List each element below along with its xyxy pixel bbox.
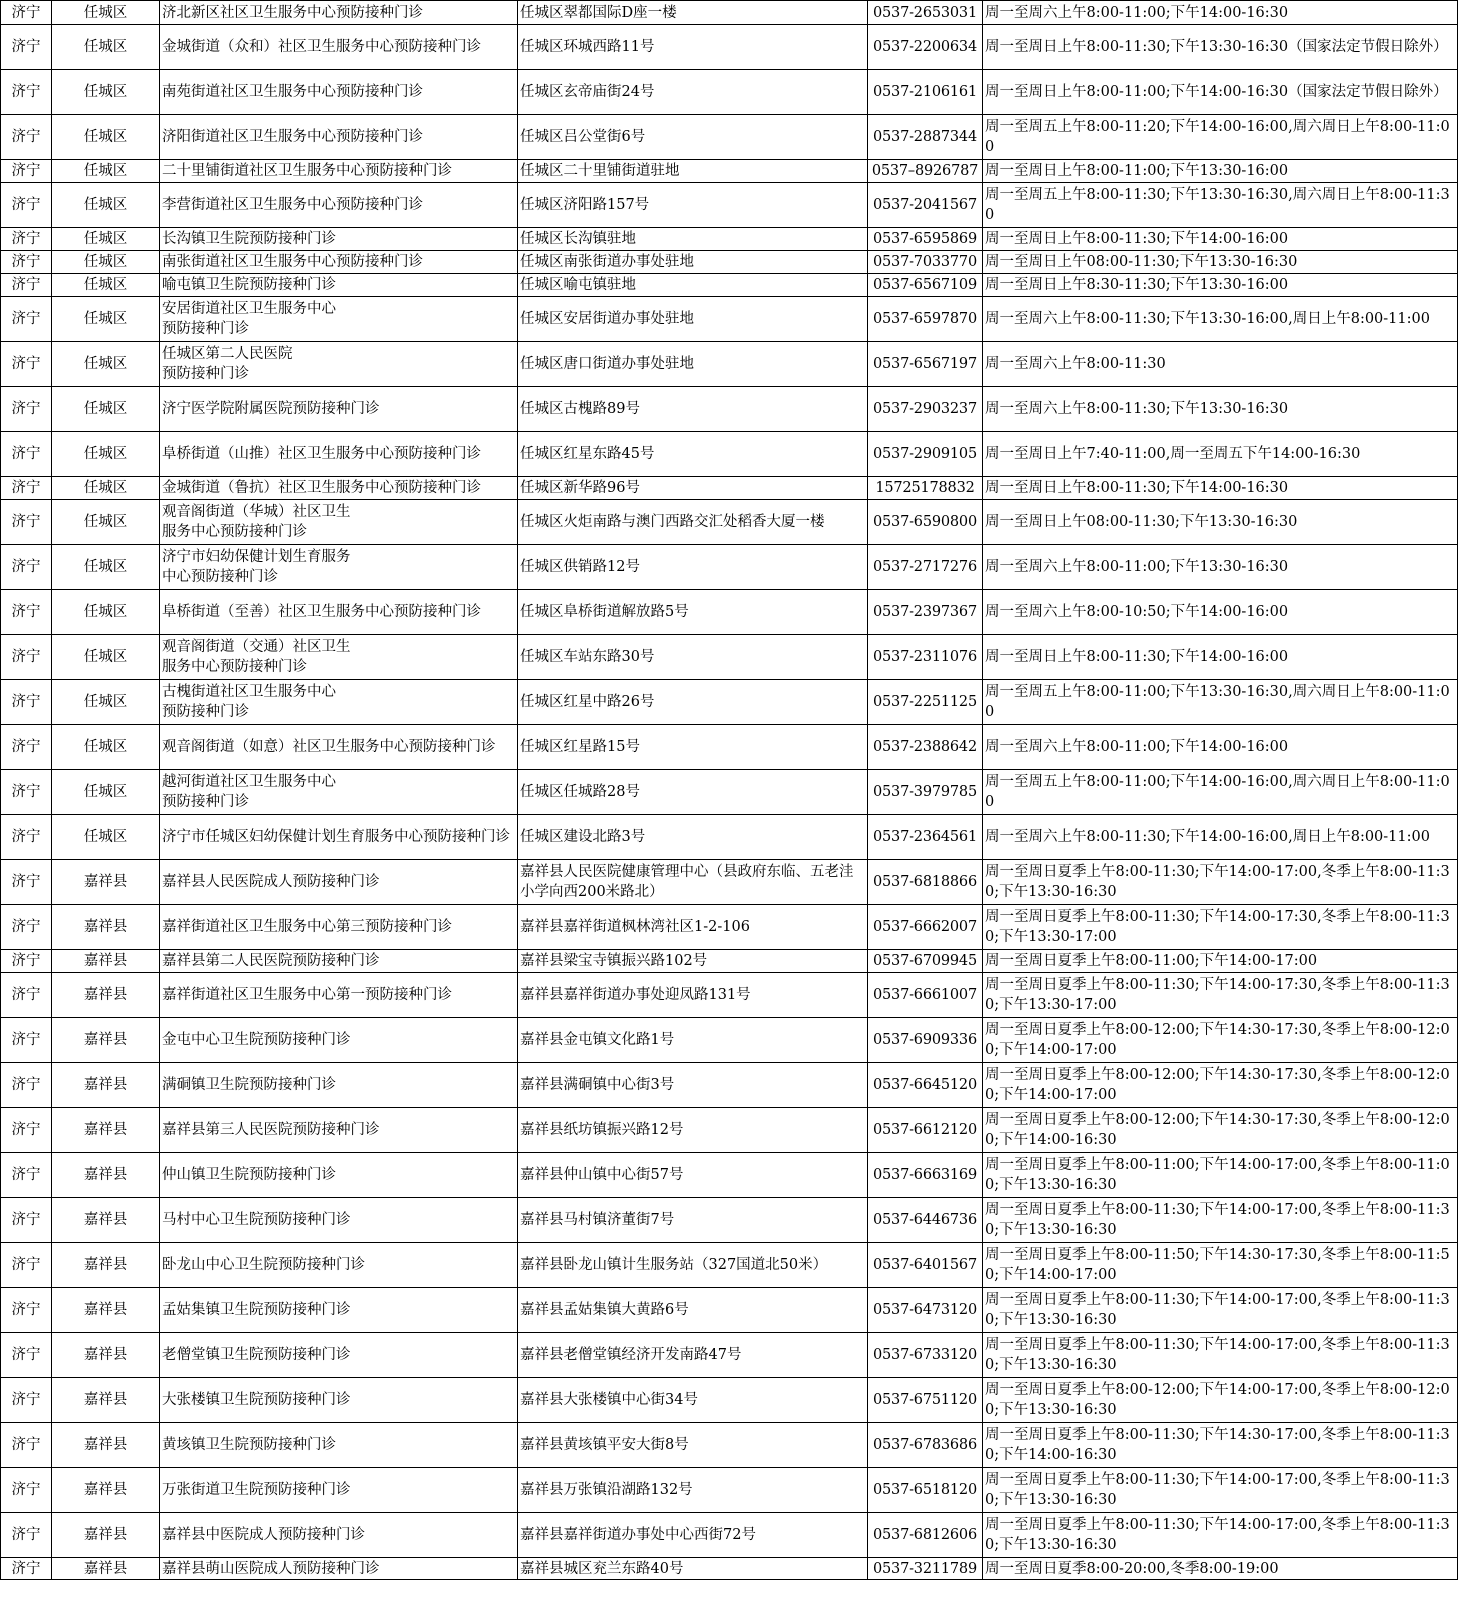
clinic-name-cell: 嘉祥县第三人民医院预防接种门诊 bbox=[160, 1108, 518, 1153]
city-cell: 济宁 bbox=[1, 1423, 52, 1468]
city-cell: 济宁 bbox=[1, 274, 52, 297]
hours-cell: 周一至周日夏季上午8:00-11:30;下午14:00-17:00,冬季上午8:00-11:30;下午13:30-16:30 bbox=[983, 1333, 1458, 1378]
hours-cell: 周一至周日夏季上午8:00-11:30;下午14:00-17:30,冬季上午8:00-11:30;下午13:30-17:00 bbox=[983, 973, 1458, 1018]
district-cell: 任城区 bbox=[52, 815, 160, 860]
table-row bbox=[1, 477, 1458, 500]
clinic-name-cell: 越河街道社区卫生服务中心 预防接种门诊 bbox=[160, 770, 518, 815]
address-cell: 任城区红星中路26号 bbox=[518, 680, 868, 725]
city-cell: 济宁 bbox=[1, 1513, 52, 1558]
city-cell: 济宁 bbox=[1, 1018, 52, 1063]
hours-cell: 周一至周日上午08:00-11:30;下午13:30-16:30 bbox=[983, 251, 1458, 274]
table-row bbox=[1, 1468, 1458, 1513]
phone-cell: 0537-6612120 bbox=[868, 1108, 983, 1153]
table-row bbox=[1, 432, 1458, 477]
clinic-name-cell: 嘉祥县萌山医院成人预防接种门诊 bbox=[160, 1558, 518, 1580]
address-cell: 任城区车站东路30号 bbox=[518, 635, 868, 680]
table-row bbox=[1, 545, 1458, 590]
address-cell: 嘉祥县嘉祥街道办事处中心西街72号 bbox=[518, 1513, 868, 1558]
address-cell: 嘉祥县仲山镇中心街57号 bbox=[518, 1153, 868, 1198]
clinic-name-cell: 嘉祥县中医院成人预防接种门诊 bbox=[160, 1513, 518, 1558]
hours-cell: 周一至周日上午8:00-11:30;下午14:00-16:30 bbox=[983, 477, 1458, 500]
city-cell: 济宁 bbox=[1, 1153, 52, 1198]
clinic-name-cell: 老僧堂镇卫生院预防接种门诊 bbox=[160, 1333, 518, 1378]
table-row bbox=[1, 905, 1458, 950]
hours-cell: 周一至周日夏季上午8:00-11:30;下午14:00-17:00,冬季上午8:00-11:30;下午13:30-16:30 bbox=[983, 1288, 1458, 1333]
city-cell: 济宁 bbox=[1, 25, 52, 70]
district-cell: 嘉祥县 bbox=[52, 973, 160, 1018]
hours-cell: 周一至周六上午8:00-11:30;下午14:00-16:00,周日上午8:00-11:00 bbox=[983, 815, 1458, 860]
phone-cell: 0537-6661007 bbox=[868, 973, 983, 1018]
city-cell: 济宁 bbox=[1, 545, 52, 590]
phone-cell: 0537-2200634 bbox=[868, 25, 983, 70]
table-row bbox=[1, 815, 1458, 860]
hours-cell: 周一至周日夏季上午8:00-11:30;下午14:00-17:30,冬季上午8:00-11:30;下午13:30-17:00 bbox=[983, 905, 1458, 950]
clinic-name-cell: 二十里铺街道社区卫生服务中心预防接种门诊 bbox=[160, 160, 518, 183]
district-cell: 任城区 bbox=[52, 500, 160, 545]
table-row bbox=[1, 25, 1458, 70]
phone-cell: 0537-2887344 bbox=[868, 115, 983, 160]
hours-cell: 周一至周日夏季上午8:00-11:50;下午14:30-17:30,冬季上午8:00-11:50;下午14:00-17:00 bbox=[983, 1243, 1458, 1288]
district-cell: 任城区 bbox=[52, 590, 160, 635]
district-cell: 嘉祥县 bbox=[52, 1153, 160, 1198]
district-cell: 任城区 bbox=[52, 25, 160, 70]
phone-cell: 0537-2311076 bbox=[868, 635, 983, 680]
clinic-name-cell: 长沟镇卫生院预防接种门诊 bbox=[160, 228, 518, 251]
address-cell: 嘉祥县嘉祥街道办事处迎凤路131号 bbox=[518, 973, 868, 1018]
city-cell: 济宁 bbox=[1, 251, 52, 274]
address-cell: 任城区翠都国际D座一楼 bbox=[518, 1, 868, 25]
address-cell: 任城区阜桥街道解放路5号 bbox=[518, 590, 868, 635]
phone-cell: 0537-3979785 bbox=[868, 770, 983, 815]
phone-cell: 0537-2106161 bbox=[868, 70, 983, 115]
address-cell: 任城区长沟镇驻地 bbox=[518, 228, 868, 251]
clinic-name-cell: 任城区第二人民医院 预防接种门诊 bbox=[160, 342, 518, 387]
phone-cell: 0537-6645120 bbox=[868, 1063, 983, 1108]
hours-cell: 周一至周日夏季8:00-20:00,冬季8:00-19:00 bbox=[983, 1558, 1458, 1580]
table-row bbox=[1, 387, 1458, 432]
phone-cell: 0537-2388642 bbox=[868, 725, 983, 770]
clinic-name-cell: 南苑街道社区卫生服务中心预防接种门诊 bbox=[160, 70, 518, 115]
hours-cell: 周一至周日夏季上午8:00-11:30;下午14:00-17:00,冬季上午8:00-11:30;下午13:30-16:30 bbox=[983, 860, 1458, 905]
table-row bbox=[1, 70, 1458, 115]
city-cell: 济宁 bbox=[1, 1558, 52, 1580]
phone-cell: 0537-2041567 bbox=[868, 183, 983, 228]
hours-cell: 周一至周日夏季上午8:00-12:00;下午14:30-17:30,冬季上午8:00-12:00;下午14:00-16:30 bbox=[983, 1108, 1458, 1153]
clinic-name-cell: 观音阁街道（如意）社区卫生服务中心预防接种门诊 bbox=[160, 725, 518, 770]
clinic-name-cell: 济阳街道社区卫生服务中心预防接种门诊 bbox=[160, 115, 518, 160]
city-cell: 济宁 bbox=[1, 297, 52, 342]
hours-cell: 周一至周日夏季上午8:00-12:00;下午14:30-17:30,冬季上午8:00-12:00;下午14:00-17:00 bbox=[983, 1063, 1458, 1108]
address-cell: 嘉祥县嘉祥街道枫林湾社区1-2-106 bbox=[518, 905, 868, 950]
clinic-name-cell: 阜桥街道（至善）社区卫生服务中心预防接种门诊 bbox=[160, 590, 518, 635]
city-cell: 济宁 bbox=[1, 590, 52, 635]
city-cell: 济宁 bbox=[1, 1, 52, 25]
table-row bbox=[1, 1378, 1458, 1423]
clinic-name-cell: 古槐街道社区卫生服务中心 预防接种门诊 bbox=[160, 680, 518, 725]
city-cell: 济宁 bbox=[1, 1468, 52, 1513]
address-cell: 嘉祥县城区兖兰东路40号 bbox=[518, 1558, 868, 1580]
table-row bbox=[1, 297, 1458, 342]
clinic-name-cell: 嘉祥街道社区卫生服务中心第三预防接种门诊 bbox=[160, 905, 518, 950]
address-cell: 任城区建设北路3号 bbox=[518, 815, 868, 860]
clinic-name-cell: 观音阁街道（交通）社区卫生 服务中心预防接种门诊 bbox=[160, 635, 518, 680]
address-cell: 任城区唐口街道办事处驻地 bbox=[518, 342, 868, 387]
phone-cell: 0537-2653031 bbox=[868, 1, 983, 25]
hours-cell: 周一至周日夏季上午8:00-11:30;下午14:00-17:00,冬季上午8:00-11:30;下午13:30-16:30 bbox=[983, 1198, 1458, 1243]
city-cell: 济宁 bbox=[1, 477, 52, 500]
address-cell: 任城区新华路96号 bbox=[518, 477, 868, 500]
hours-cell: 周一至周五上午8:00-11:00;下午14:00-16:00,周六周日上午8:00-11:00 bbox=[983, 770, 1458, 815]
hours-cell: 周一至周六上午8:00-11:30 bbox=[983, 342, 1458, 387]
table-row bbox=[1, 1288, 1458, 1333]
table-row bbox=[1, 160, 1458, 183]
table-row bbox=[1, 1423, 1458, 1468]
district-cell: 任城区 bbox=[52, 251, 160, 274]
address-cell: 任城区环城西路11号 bbox=[518, 25, 868, 70]
phone-cell: 0537-6401567 bbox=[868, 1243, 983, 1288]
hours-cell: 周一至周日夏季上午8:00-11:30;下午14:00-17:00,冬季上午8:00-11:30;下午13:30-16:30 bbox=[983, 1468, 1458, 1513]
hours-cell: 周一至周日上午8:00-11:00;下午13:30-16:00 bbox=[983, 160, 1458, 183]
phone-cell: 0537-2717276 bbox=[868, 545, 983, 590]
table-row bbox=[1, 973, 1458, 1018]
address-cell: 嘉祥县孟姑集镇大黄路6号 bbox=[518, 1288, 868, 1333]
table-row bbox=[1, 1108, 1458, 1153]
phone-cell: 0537-6709945 bbox=[868, 950, 983, 973]
clinic-name-cell: 孟姑集镇卫生院预防接种门诊 bbox=[160, 1288, 518, 1333]
clinic-name-cell: 金屯中心卫生院预防接种门诊 bbox=[160, 1018, 518, 1063]
city-cell: 济宁 bbox=[1, 905, 52, 950]
table-row bbox=[1, 1, 1458, 25]
clinic-name-cell: 马村中心卫生院预防接种门诊 bbox=[160, 1198, 518, 1243]
phone-cell: 0537-2909105 bbox=[868, 432, 983, 477]
table-row bbox=[1, 1243, 1458, 1288]
clinic-name-cell: 金城街道（鲁抗）社区卫生服务中心预防接种门诊 bbox=[160, 477, 518, 500]
hours-cell: 周一至周日上午8:00-11:30;下午14:00-16:00 bbox=[983, 228, 1458, 251]
table-row bbox=[1, 183, 1458, 228]
table-row bbox=[1, 1333, 1458, 1378]
phone-cell: 0537-6567197 bbox=[868, 342, 983, 387]
district-cell: 任城区 bbox=[52, 228, 160, 251]
phone-cell: 0537-6812606 bbox=[868, 1513, 983, 1558]
district-cell: 嘉祥县 bbox=[52, 1108, 160, 1153]
table-row bbox=[1, 1018, 1458, 1063]
address-cell: 任城区吕公堂街6号 bbox=[518, 115, 868, 160]
hours-cell: 周一至周五上午8:00-11:00;下午13:30-16:30,周六周日上午8:00-11:00 bbox=[983, 680, 1458, 725]
city-cell: 济宁 bbox=[1, 115, 52, 160]
hours-cell: 周一至周六上午8:00-11:30;下午13:30-16:30 bbox=[983, 387, 1458, 432]
phone-cell: 0537-6662007 bbox=[868, 905, 983, 950]
hours-cell: 周一至周六上午8:00-11:30;下午13:30-16:00,周日上午8:00-11:00 bbox=[983, 297, 1458, 342]
phone-cell: 0537–8926787 bbox=[868, 160, 983, 183]
address-cell: 嘉祥县大张楼镇中心街34号 bbox=[518, 1378, 868, 1423]
district-cell: 任城区 bbox=[52, 70, 160, 115]
phone-cell: 0537-6909336 bbox=[868, 1018, 983, 1063]
address-cell: 任城区二十里铺街道驻地 bbox=[518, 160, 868, 183]
district-cell: 任城区 bbox=[52, 680, 160, 725]
phone-cell: 15725178832 bbox=[868, 477, 983, 500]
clinic-name-cell: 济宁市任城区妇幼保健计划生育服务中心预防接种门诊 bbox=[160, 815, 518, 860]
district-cell: 任城区 bbox=[52, 297, 160, 342]
phone-cell: 0537-6733120 bbox=[868, 1333, 983, 1378]
district-cell: 嘉祥县 bbox=[52, 1243, 160, 1288]
address-cell: 嘉祥县人民医院健康管理中心（县政府东临、五老洼小学向西200米路北） bbox=[518, 860, 868, 905]
phone-cell: 0537-6783686 bbox=[868, 1423, 983, 1468]
phone-cell: 0537-6595869 bbox=[868, 228, 983, 251]
clinic-name-cell: 嘉祥街道社区卫生服务中心第一预防接种门诊 bbox=[160, 973, 518, 1018]
district-cell: 嘉祥县 bbox=[52, 905, 160, 950]
clinic-name-cell: 嘉祥县人民医院成人预防接种门诊 bbox=[160, 860, 518, 905]
address-cell: 任城区古槐路89号 bbox=[518, 387, 868, 432]
table-row bbox=[1, 635, 1458, 680]
table-row bbox=[1, 1558, 1458, 1580]
district-cell: 嘉祥县 bbox=[52, 1423, 160, 1468]
address-cell: 嘉祥县老僧堂镇经济开发南路47号 bbox=[518, 1333, 868, 1378]
address-cell: 嘉祥县金屯镇文化路1号 bbox=[518, 1018, 868, 1063]
district-cell: 嘉祥县 bbox=[52, 1288, 160, 1333]
phone-cell: 0537-2397367 bbox=[868, 590, 983, 635]
address-cell: 任城区火炬南路与澳门西路交汇处稻香大厦一楼 bbox=[518, 500, 868, 545]
clinic-name-cell: 安居街道社区卫生服务中心 预防接种门诊 bbox=[160, 297, 518, 342]
phone-cell: 0537-6751120 bbox=[868, 1378, 983, 1423]
district-cell: 嘉祥县 bbox=[52, 1513, 160, 1558]
clinic-name-cell: 济宁医学院附属医院预防接种门诊 bbox=[160, 387, 518, 432]
district-cell: 嘉祥县 bbox=[52, 860, 160, 905]
district-cell: 嘉祥县 bbox=[52, 1468, 160, 1513]
city-cell: 济宁 bbox=[1, 1333, 52, 1378]
phone-cell: 0537-3211789 bbox=[868, 1558, 983, 1580]
hours-cell: 周一至周日上午8:00-11:00;下午14:00-16:30（国家法定节假日除外） bbox=[983, 70, 1458, 115]
address-cell: 嘉祥县梁宝寺镇振兴路102号 bbox=[518, 950, 868, 973]
city-cell: 济宁 bbox=[1, 635, 52, 680]
address-cell: 任城区济阳路157号 bbox=[518, 183, 868, 228]
district-cell: 嘉祥县 bbox=[52, 1333, 160, 1378]
table-row bbox=[1, 1063, 1458, 1108]
hours-cell: 周一至周日上午8:00-11:30;下午14:00-16:00 bbox=[983, 635, 1458, 680]
address-cell: 任城区安居街道办事处驻地 bbox=[518, 297, 868, 342]
district-cell: 嘉祥县 bbox=[52, 1378, 160, 1423]
phone-cell: 0537-6597870 bbox=[868, 297, 983, 342]
city-cell: 济宁 bbox=[1, 815, 52, 860]
hours-cell: 周一至周日夏季上午8:00-11:30;下午14:30-17:00,冬季上午8:00-11:30;下午14:00-16:30 bbox=[983, 1423, 1458, 1468]
district-cell: 任城区 bbox=[52, 477, 160, 500]
district-cell: 任城区 bbox=[52, 1, 160, 25]
clinic-name-cell: 万张街道卫生院预防接种门诊 bbox=[160, 1468, 518, 1513]
table-row bbox=[1, 1198, 1458, 1243]
district-cell: 嘉祥县 bbox=[52, 1018, 160, 1063]
hours-cell: 周一至周日夏季上午8:00-11:00;下午14:00-17:00,冬季上午8:00-11:00;下午13:30-16:30 bbox=[983, 1153, 1458, 1198]
district-cell: 任城区 bbox=[52, 115, 160, 160]
city-cell: 济宁 bbox=[1, 1063, 52, 1108]
address-cell: 任城区喻屯镇驻地 bbox=[518, 274, 868, 297]
table-row bbox=[1, 1153, 1458, 1198]
hours-cell: 周一至周日夏季上午8:00-12:00;下午14:30-17:30,冬季上午8:00-12:00;下午14:00-17:00 bbox=[983, 1018, 1458, 1063]
clinic-name-cell: 南张街道社区卫生服务中心预防接种门诊 bbox=[160, 251, 518, 274]
phone-cell: 0537-6473120 bbox=[868, 1288, 983, 1333]
phone-cell: 0537-2364561 bbox=[868, 815, 983, 860]
district-cell: 任城区 bbox=[52, 183, 160, 228]
district-cell: 任城区 bbox=[52, 342, 160, 387]
district-cell: 嘉祥县 bbox=[52, 1558, 160, 1580]
clinic-name-cell: 阜桥街道（山推）社区卫生服务中心预防接种门诊 bbox=[160, 432, 518, 477]
address-cell: 任城区供销路12号 bbox=[518, 545, 868, 590]
hours-cell: 周一至周六上午8:00-10:50;下午14:00-16:00 bbox=[983, 590, 1458, 635]
city-cell: 济宁 bbox=[1, 70, 52, 115]
phone-cell: 0537-2903237 bbox=[868, 387, 983, 432]
phone-cell: 0537-6590800 bbox=[868, 500, 983, 545]
address-cell: 任城区南张街道办事处驻地 bbox=[518, 251, 868, 274]
district-cell: 任城区 bbox=[52, 770, 160, 815]
table-row bbox=[1, 115, 1458, 160]
clinic-name-cell: 济宁市妇幼保健计划生育服务 中心预防接种门诊 bbox=[160, 545, 518, 590]
phone-cell: 0537-6446736 bbox=[868, 1198, 983, 1243]
phone-cell: 0537-2251125 bbox=[868, 680, 983, 725]
table-row bbox=[1, 274, 1458, 297]
city-cell: 济宁 bbox=[1, 860, 52, 905]
hours-cell: 周一至周日夏季上午8:00-11:30;下午14:00-17:00,冬季上午8:00-11:30;下午13:30-16:30 bbox=[983, 1513, 1458, 1558]
address-cell: 任城区任城路28号 bbox=[518, 770, 868, 815]
table-row bbox=[1, 770, 1458, 815]
phone-cell: 0537-6567109 bbox=[868, 274, 983, 297]
phone-cell: 0537-6518120 bbox=[868, 1468, 983, 1513]
city-cell: 济宁 bbox=[1, 183, 52, 228]
city-cell: 济宁 bbox=[1, 1198, 52, 1243]
table-row bbox=[1, 342, 1458, 387]
hours-cell: 周一至周日夏季上午8:00-11:00;下午14:00-17:00 bbox=[983, 950, 1458, 973]
address-cell: 嘉祥县马村镇济董街7号 bbox=[518, 1198, 868, 1243]
district-cell: 嘉祥县 bbox=[52, 1198, 160, 1243]
hours-cell: 周一至周日上午08:00-11:30;下午13:30-16:30 bbox=[983, 500, 1458, 545]
clinic-name-cell: 观音阁街道（华城）社区卫生 服务中心预防接种门诊 bbox=[160, 500, 518, 545]
city-cell: 济宁 bbox=[1, 1243, 52, 1288]
district-cell: 任城区 bbox=[52, 545, 160, 590]
table-row bbox=[1, 725, 1458, 770]
district-cell: 任城区 bbox=[52, 274, 160, 297]
address-cell: 嘉祥县黄垓镇平安大街8号 bbox=[518, 1423, 868, 1468]
address-cell: 嘉祥县纸坊镇振兴路12号 bbox=[518, 1108, 868, 1153]
table-row bbox=[1, 1513, 1458, 1558]
table-row bbox=[1, 950, 1458, 973]
city-cell: 济宁 bbox=[1, 342, 52, 387]
clinic-name-cell: 仲山镇卫生院预防接种门诊 bbox=[160, 1153, 518, 1198]
phone-cell: 0537-6818866 bbox=[868, 860, 983, 905]
address-cell: 嘉祥县满硐镇中心街3号 bbox=[518, 1063, 868, 1108]
hours-cell: 周一至周日上午8:00-11:30;下午13:30-16:30（国家法定节假日除外） bbox=[983, 25, 1458, 70]
district-cell: 任城区 bbox=[52, 725, 160, 770]
table-row bbox=[1, 860, 1458, 905]
hours-cell: 周一至周日上午7:40-11:00,周一至周五下午14:00-16:30 bbox=[983, 432, 1458, 477]
city-cell: 济宁 bbox=[1, 680, 52, 725]
district-cell: 任城区 bbox=[52, 160, 160, 183]
hours-cell: 周一至周六上午8:00-11:00;下午14:00-16:00 bbox=[983, 725, 1458, 770]
address-cell: 任城区玄帝庙街24号 bbox=[518, 70, 868, 115]
clinic-name-cell: 黄垓镇卫生院预防接种门诊 bbox=[160, 1423, 518, 1468]
district-cell: 任城区 bbox=[52, 387, 160, 432]
hours-cell: 周一至周五上午8:00-11:30;下午13:30-16:30,周六周日上午8:00-11:30 bbox=[983, 183, 1458, 228]
city-cell: 济宁 bbox=[1, 500, 52, 545]
city-cell: 济宁 bbox=[1, 1108, 52, 1153]
city-cell: 济宁 bbox=[1, 725, 52, 770]
clinic-name-cell: 金城街道（众和）社区卫生服务中心预防接种门诊 bbox=[160, 25, 518, 70]
hours-cell: 周一至周日上午8:30-11:30;下午13:30-16:00 bbox=[983, 274, 1458, 297]
table-body bbox=[1, 1, 1458, 1580]
phone-cell: 0537-6663169 bbox=[868, 1153, 983, 1198]
city-cell: 济宁 bbox=[1, 432, 52, 477]
hours-cell: 周一至周六上午8:00-11:00;下午13:30-16:30 bbox=[983, 545, 1458, 590]
hours-cell: 周一至周五上午8:00-11:20;下午14:00-16:00,周六周日上午8:00-11:00 bbox=[983, 115, 1458, 160]
city-cell: 济宁 bbox=[1, 1378, 52, 1423]
city-cell: 济宁 bbox=[1, 973, 52, 1018]
clinic-name-cell: 喻屯镇卫生院预防接种门诊 bbox=[160, 274, 518, 297]
address-cell: 任城区红星路15号 bbox=[518, 725, 868, 770]
phone-cell: 0537-7033770 bbox=[868, 251, 983, 274]
city-cell: 济宁 bbox=[1, 770, 52, 815]
clinic-name-cell: 嘉祥县第二人民医院预防接种门诊 bbox=[160, 950, 518, 973]
district-cell: 嘉祥县 bbox=[52, 1063, 160, 1108]
clinic-name-cell: 大张楼镇卫生院预防接种门诊 bbox=[160, 1378, 518, 1423]
district-cell: 嘉祥县 bbox=[52, 950, 160, 973]
city-cell: 济宁 bbox=[1, 950, 52, 973]
district-cell: 任城区 bbox=[52, 635, 160, 680]
hours-cell: 周一至周六上午8:00-11:00;下午14:00-16:30 bbox=[983, 1, 1458, 25]
city-cell: 济宁 bbox=[1, 1288, 52, 1333]
clinic-name-cell: 满硐镇卫生院预防接种门诊 bbox=[160, 1063, 518, 1108]
clinic-name-cell: 卧龙山中心卫生院预防接种门诊 bbox=[160, 1243, 518, 1288]
city-cell: 济宁 bbox=[1, 160, 52, 183]
table-row bbox=[1, 228, 1458, 251]
table-row bbox=[1, 590, 1458, 635]
address-cell: 嘉祥县万张镇沿湖路132号 bbox=[518, 1468, 868, 1513]
clinic-name-cell: 李营街道社区卫生服务中心预防接种门诊 bbox=[160, 183, 518, 228]
address-cell: 嘉祥县卧龙山镇计生服务站（327国道北50米） bbox=[518, 1243, 868, 1288]
city-cell: 济宁 bbox=[1, 387, 52, 432]
clinic-name-cell: 济北新区社区卫生服务中心预防接种门诊 bbox=[160, 1, 518, 25]
table-row bbox=[1, 500, 1458, 545]
city-cell: 济宁 bbox=[1, 228, 52, 251]
address-cell: 任城区红星东路45号 bbox=[518, 432, 868, 477]
table-row bbox=[1, 251, 1458, 274]
hours-cell: 周一至周日夏季上午8:00-12:00;下午14:00-17:00,冬季上午8:00-12:00;下午13:30-16:30 bbox=[983, 1378, 1458, 1423]
table-row bbox=[1, 680, 1458, 725]
district-cell: 任城区 bbox=[52, 432, 160, 477]
